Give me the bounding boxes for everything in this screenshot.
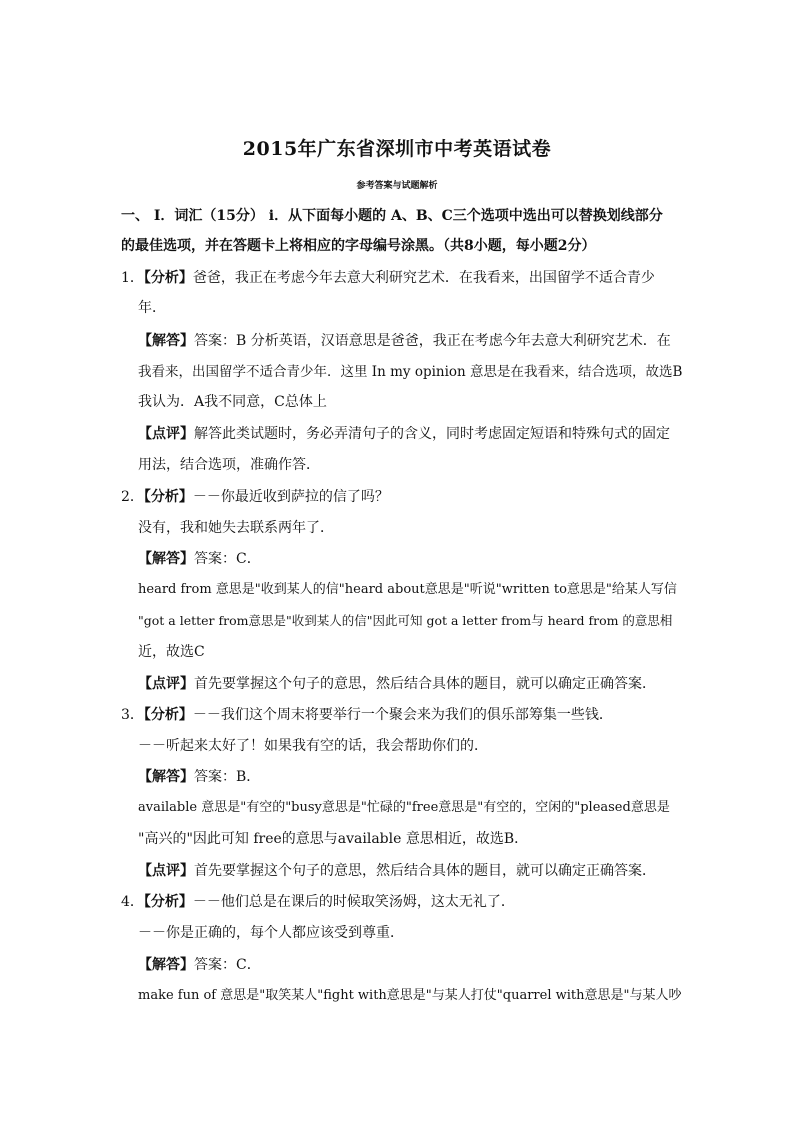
question-number: 2． (121, 489, 144, 505)
question-3-answer (138, 767, 260, 787)
section-heading-line-1: 一、 Ⅰ．词汇（15分） ⅰ．从下面每小题的 A、B、C三个选项中选出可以替换划线部分 (121, 208, 663, 224)
comment-tag: 【点评】 (138, 426, 194, 442)
question-2-comment (138, 674, 656, 694)
question-1-answer (138, 331, 671, 351)
question-2-answer-cont-3: 近，故选C (138, 644, 205, 660)
answer-text: 答案：B 分析英语，汉语意思是爸爸，我正在考虑今年去意大利研究艺术．在 (194, 333, 671, 349)
analysis-tag: 【分析】 (143, 894, 193, 910)
question-1-analysis (121, 268, 655, 288)
analysis-text: －－他们总是在课后的时候取笑汤姆，这太无礼了． (192, 894, 515, 910)
question-2-analysis-cont: 没有，我和她失去联系两年了． (138, 520, 334, 536)
question-2-answer-cont-1: heard from 意思是"收到某人的信"heard about意思是"听说"written to意思是"给某人写信 (138, 582, 677, 597)
analysis-tag: 【分析】 (143, 270, 193, 286)
comment-text: 首先要掌握这个句子的意思，然后结合具体的题目，就可以确定正确答案． (194, 676, 656, 692)
question-2-analysis (121, 487, 389, 507)
question-number: 3． (121, 707, 144, 723)
analysis-tag: 【分析】 (143, 489, 193, 505)
question-2-answer (138, 549, 261, 569)
question-3-analysis (121, 705, 613, 725)
comment-tag: 【点评】 (138, 676, 194, 692)
analysis-text: －－你最近收到萨拉的信了吗？ (192, 489, 389, 505)
page-title: 2015年广东省深圳市中考英语试卷 (242, 138, 552, 160)
answer-tag: 【解答】 (138, 957, 194, 973)
question-2-answer-cont-2: "got a letter from意思是"收到某人的信"因此可知 got a letter from与 heard from 的意思相 (138, 613, 673, 628)
question-4-answer-cont-1: make fun of 意思是"取笑某人"fight with意思是"与某人打仗"quarrel with意思是"与某人吵 (138, 988, 682, 1003)
question-1-analysis-cont: 年． (138, 300, 166, 316)
comment-text: 解答此类试题时，务必弄清句子的含义，同时考虑固定短语和特殊句式的固定 (194, 426, 670, 442)
question-4-analysis (121, 892, 515, 912)
question-number: 1． (121, 270, 144, 286)
question-1-answer-cont-2: 我认为．A我不同意，C总体上 (138, 394, 327, 410)
question-1-comment-cont: 用法，结合选项，准确作答． (138, 457, 320, 473)
answer-tag: 【解答】 (138, 551, 194, 567)
section-heading-line-2: 的最佳选项，并在答题卡上将相应的字母编号涂黑。（共8小题，每小题2分） (121, 238, 596, 254)
answer-tag: 【解答】 (138, 333, 194, 349)
question-1-comment (138, 424, 670, 444)
question-3-answer-cont-2: "高兴的"因此可知 free的意思与available 意思相近，故选B． (138, 831, 529, 847)
answer-text: 答案：B． (194, 769, 261, 785)
question-1-answer-cont-1: 我看来，出国留学不适合青少年．这里 In my opinion 意思是在我看来，结合选项，故选B (138, 364, 683, 380)
question-3-comment (138, 861, 656, 881)
question-3-analysis-cont: －－听起来太好了！如果我有空的话，我会帮助你们的． (138, 738, 488, 754)
answer-text: 答案：C． (194, 957, 261, 973)
analysis-tag: 【分析】 (143, 707, 193, 723)
comment-tag: 【点评】 (138, 863, 194, 879)
answer-tag: 【解答】 (138, 769, 194, 785)
analysis-text: 爸爸，我正在考虑今年去意大利研究艺术．在我看来，出国留学不适合青少 (192, 270, 655, 286)
answer-text: 答案：C． (194, 551, 261, 567)
question-4-answer (138, 955, 261, 975)
comment-text: 首先要掌握这个句子的意思，然后结合具体的题目，就可以确定正确答案． (194, 863, 656, 879)
page-subtitle: 参考答案与试题解析 (356, 181, 438, 191)
question-4-analysis-cont: －－你是正确的，每个人都应该受到尊重． (138, 925, 404, 941)
question-3-answer-cont-1: available 意思是"有空的"busy意思是"忙碌的"free意思是"有空的，空闲的"pleased意思是 (138, 800, 670, 815)
analysis-text: －－我们这个周末将要举行一个聚会来为我们的俱乐部筹集一些钱． (192, 707, 613, 723)
question-number: 4． (121, 894, 144, 910)
